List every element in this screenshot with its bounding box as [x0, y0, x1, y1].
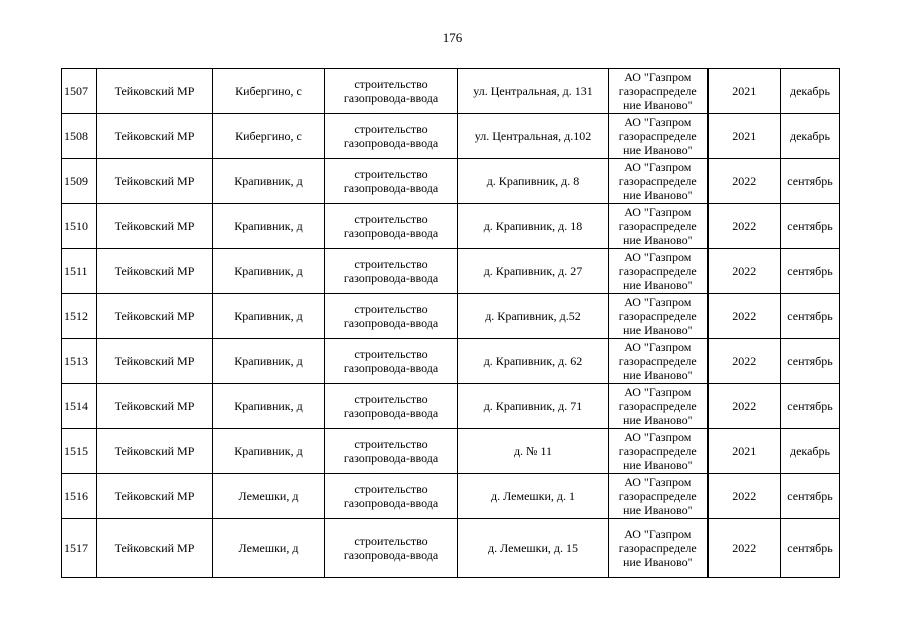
year-cell: 2021 — [708, 69, 781, 114]
locality-cell: Кибергино, с — [213, 69, 325, 114]
address-cell: д. Крапивник, д. 27 — [458, 249, 609, 294]
table-row — [62, 339, 840, 384]
district-cell: Тейковский МР — [97, 159, 213, 204]
year-cell: 2022 — [708, 339, 781, 384]
month-cell: сентябрь — [781, 294, 840, 339]
district-cell: Тейковский МР — [97, 339, 213, 384]
month-cell: декабрь — [781, 429, 840, 474]
month-cell: сентябрь — [781, 474, 840, 519]
month-cell: сентябрь — [781, 204, 840, 249]
table-row — [62, 114, 840, 159]
table-row — [62, 249, 840, 294]
work-type-cell: строительство газопровода-ввода — [325, 204, 458, 249]
month-cell: сентябрь — [781, 384, 840, 429]
table-row — [62, 159, 840, 204]
work-type-cell: строительство газопровода-ввода — [325, 114, 458, 159]
operator-cell: АО "Газпром газораспределе ние Иваново" — [609, 339, 708, 384]
month-cell: сентябрь — [781, 159, 840, 204]
table-row — [62, 294, 840, 339]
table-row — [62, 384, 840, 429]
address-cell: д. Крапивник, д.52 — [458, 294, 609, 339]
month-cell: декабрь — [781, 114, 840, 159]
district-cell: Тейковский МР — [97, 474, 213, 519]
operator-cell: АО "Газпром газораспределе ние Иваново" — [609, 114, 708, 159]
row-number-cell: 1507 — [62, 69, 97, 114]
operator-cell: АО "Газпром газораспределе ние Иваново" — [609, 429, 708, 474]
operator-cell: АО "Газпром газораспределе ние Иваново" — [609, 294, 708, 339]
locality-cell: Крапивник, д — [213, 339, 325, 384]
year-cell: 2022 — [708, 204, 781, 249]
locality-cell: Кибергино, с — [213, 114, 325, 159]
row-number-cell: 1517 — [62, 519, 97, 578]
row-number-cell: 1514 — [62, 384, 97, 429]
district-cell: Тейковский МР — [97, 114, 213, 159]
address-cell: д. Крапивник, д. 8 — [458, 159, 609, 204]
address-cell: д. Лемешки, д. 1 — [458, 474, 609, 519]
row-number-cell: 1513 — [62, 339, 97, 384]
locality-cell: Крапивник, д — [213, 429, 325, 474]
year-cell: 2022 — [708, 294, 781, 339]
month-cell: декабрь — [781, 69, 840, 114]
address-cell: д. Крапивник, д. 62 — [458, 339, 609, 384]
operator-cell: АО "Газпром газораспределе ние Иваново" — [609, 249, 708, 294]
year-cell: 2022 — [708, 249, 781, 294]
table-row — [62, 204, 840, 249]
address-cell: д. Крапивник, д. 18 — [458, 204, 609, 249]
month-cell: сентябрь — [781, 519, 840, 578]
page-number: 176 — [442, 30, 463, 45]
row-number-cell: 1510 — [62, 204, 97, 249]
address-cell: д. № 11 — [458, 429, 609, 474]
locality-cell: Крапивник, д — [213, 204, 325, 249]
operator-cell: АО "Газпром газораспределе ние Иваново" — [609, 159, 708, 204]
table-row — [62, 69, 840, 114]
table-row — [62, 474, 840, 519]
row-number-cell: 1516 — [62, 474, 97, 519]
work-type-cell: строительство газопровода-ввода — [325, 519, 458, 578]
row-number-cell: 1509 — [62, 159, 97, 204]
row-number-cell: 1508 — [62, 114, 97, 159]
table-body — [62, 69, 840, 578]
work-type-cell: строительство газопровода-ввода — [325, 384, 458, 429]
operator-cell: АО "Газпром газораспределе ние Иваново" — [609, 474, 708, 519]
locality-cell: Крапивник, д — [213, 384, 325, 429]
year-cell: 2021 — [708, 114, 781, 159]
locality-cell: Крапивник, д — [213, 249, 325, 294]
row-number-cell: 1512 — [62, 294, 97, 339]
locality-cell: Лемешки, д — [213, 519, 325, 578]
row-number-cell: 1511 — [62, 249, 97, 294]
district-cell: Тейковский МР — [97, 294, 213, 339]
district-cell: Тейковский МР — [97, 429, 213, 474]
year-cell: 2022 — [708, 384, 781, 429]
year-cell: 2022 — [708, 159, 781, 204]
address-cell: ул. Центральная, д. 131 — [458, 69, 609, 114]
address-cell: ул. Центральная, д.102 — [458, 114, 609, 159]
district-cell: Тейковский МР — [97, 204, 213, 249]
work-type-cell: строительство газопровода-ввода — [325, 294, 458, 339]
work-type-cell: строительство газопровода-ввода — [325, 69, 458, 114]
table-row — [62, 429, 840, 474]
work-type-cell: строительство газопровода-ввода — [325, 339, 458, 384]
district-cell: Тейковский МР — [97, 519, 213, 578]
gas-pipeline-table — [61, 68, 840, 578]
address-cell: д. Лемешки, д. 15 — [458, 519, 609, 578]
operator-cell: АО "Газпром газораспределе ние Иваново" — [609, 204, 708, 249]
district-cell: Тейковский МР — [97, 69, 213, 114]
year-cell: 2021 — [708, 429, 781, 474]
address-cell: д. Крапивник, д. 71 — [458, 384, 609, 429]
table-row — [62, 519, 840, 578]
operator-cell: АО "Газпром газораспределе ние Иваново" — [609, 519, 708, 578]
month-cell: сентябрь — [781, 249, 840, 294]
locality-cell: Лемешки, д — [213, 474, 325, 519]
work-type-cell: строительство газопровода-ввода — [325, 159, 458, 204]
work-type-cell: строительство газопровода-ввода — [325, 429, 458, 474]
operator-cell: АО "Газпром газораспределе ние Иваново" — [609, 69, 708, 114]
row-number-cell: 1515 — [62, 429, 97, 474]
year-cell: 2022 — [708, 474, 781, 519]
work-type-cell: строительство газопровода-ввода — [325, 249, 458, 294]
district-cell: Тейковский МР — [97, 384, 213, 429]
locality-cell: Крапивник, д — [213, 294, 325, 339]
work-type-cell: строительство газопровода-ввода — [325, 474, 458, 519]
locality-cell: Крапивник, д — [213, 159, 325, 204]
district-cell: Тейковский МР — [97, 249, 213, 294]
year-cell: 2022 — [708, 519, 781, 578]
month-cell: сентябрь — [781, 339, 840, 384]
operator-cell: АО "Газпром газораспределе ние Иваново" — [609, 384, 708, 429]
